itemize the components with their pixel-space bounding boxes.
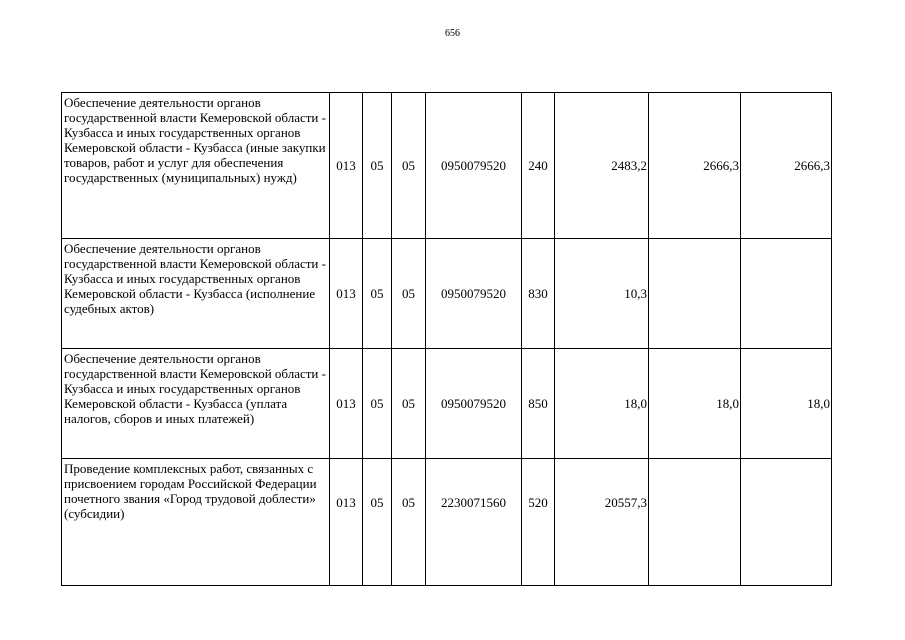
page-number: 656 [445, 28, 460, 39]
amount-year-1: 10,3 [555, 239, 649, 349]
row-description: Обеспечение деятельности органов государственной власти Кемеровской области - Кузбасса и иных государственных органов Кемеровской области - Кузбасса (уплата налогов, сборов и иных платежей) [62, 349, 330, 459]
row-description: Обеспечение деятельности органов государственной власти Кемеровской области - Кузбасса и иных государственных органов Кемеровской области - Кузбасса (иные закупки товаров, работ и услуг для обеспечения государственных (муниципальных) нужд) [62, 93, 330, 239]
amount-year-2 [649, 239, 741, 349]
amount-year-3: 2666,3 [741, 93, 832, 239]
expense-type-code: 240 [522, 93, 555, 239]
ministry-code: 013 [330, 459, 363, 586]
target-article-code: 0950079520 [426, 93, 522, 239]
table-row [62, 459, 832, 586]
expense-type-code: 520 [522, 459, 555, 586]
row-description: Проведение комплексных работ, связанных с присвоением городам Российской Федерации почетного звания «Город трудовой доблести» (субсидии) [62, 459, 330, 586]
amount-year-2 [649, 459, 741, 586]
section-code: 05 [363, 239, 392, 349]
subsection-code: 05 [392, 93, 426, 239]
amount-year-3 [741, 239, 832, 349]
table-row [62, 239, 832, 349]
amount-year-1: 18,0 [555, 349, 649, 459]
ministry-code: 013 [330, 349, 363, 459]
table-row [62, 93, 832, 239]
target-article-code: 0950079520 [426, 239, 522, 349]
expense-type-code: 850 [522, 349, 555, 459]
section-code: 05 [363, 349, 392, 459]
amount-year-2: 18,0 [649, 349, 741, 459]
amount-year-2: 2666,3 [649, 93, 741, 239]
ministry-code: 013 [330, 93, 363, 239]
subsection-code: 05 [392, 459, 426, 586]
amount-year-3 [741, 459, 832, 586]
table-row [62, 349, 832, 459]
section-code: 05 [363, 93, 392, 239]
ministry-code: 013 [330, 239, 363, 349]
amount-year-1: 2483,2 [555, 93, 649, 239]
budget-table [61, 92, 832, 586]
expense-type-code: 830 [522, 239, 555, 349]
amount-year-3: 18,0 [741, 349, 832, 459]
row-description: Обеспечение деятельности органов государственной власти Кемеровской области - Кузбасса и иных государственных органов Кемеровской области - Кузбасса (исполнение судебных актов) [62, 239, 330, 349]
amount-year-1: 20557,3 [555, 459, 649, 586]
target-article-code: 2230071560 [426, 459, 522, 586]
subsection-code: 05 [392, 239, 426, 349]
section-code: 05 [363, 459, 392, 586]
target-article-code: 0950079520 [426, 349, 522, 459]
subsection-code: 05 [392, 349, 426, 459]
